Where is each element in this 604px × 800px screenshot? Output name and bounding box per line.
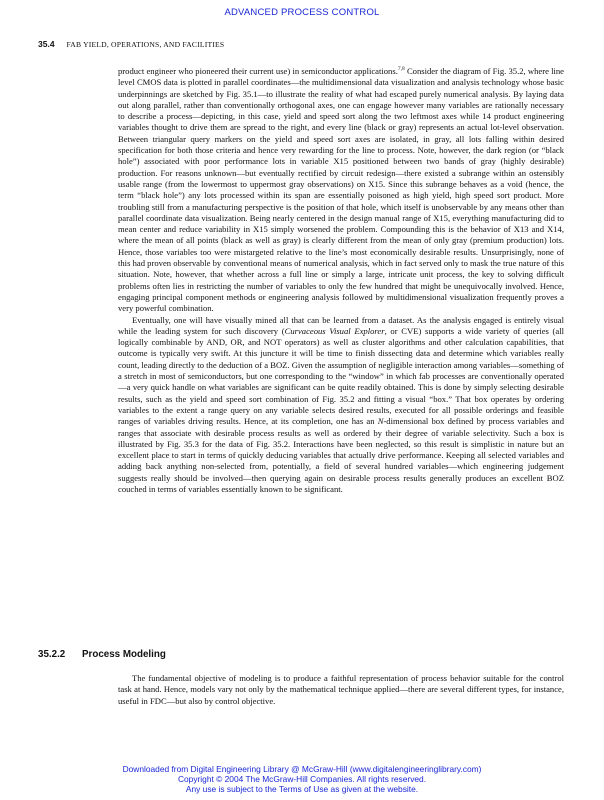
main-body-text	[118, 66, 564, 495]
subsection-title: Process Modeling	[81, 649, 166, 660]
citation-superscript: 7,8	[397, 66, 405, 73]
paragraph-1-lead: product engineer who pioneered their current use) in semiconductor applications.	[118, 66, 398, 76]
footer-terms-line: Any use is subject to the Terms of Use as given at the website.	[185, 784, 419, 794]
paragraph-2-part-3: -dimensional box defined by process variables and ranges that associate with desirable process results as well as ordered by their degree of variable selectivity. Such a box is illustrated by Fig. 35.3 for the data of Fig. 35.2. Interactions have been neglected, so this result is simplistic in nature but an excellent place to start in terms of quickly deducing variables that actually drive performance. Keeping all selected variables and adding back anything non-selected from, potentially, a field of several hundred variables—which engineering judgement suggests really should be involved—then querying again on desirable process results generally produces an excellent BOZ couched in terms of variables essentially known to be significant.	[118, 416, 564, 494]
subsection-heading	[38, 649, 566, 660]
paragraph-2	[118, 315, 564, 496]
paragraph-1-body: Consider the diagram of Fig. 35.2, where line level CMOS data is plotted in parallel coordinates—the multidimensional data visualization and analysis technology whose basic underpinnings are sketched by Fig. 35.1—to illustrate the reality of what had escaped purely numerical analysis. By laying data out along parallel, rather than conventionally orthogonal axes, one can engage however many variables are rationally necessary to describe a process—depicting, in this case, yield and speed sort along the two leftmost axes while 14 product engineering variables thought to drive them are spread to the right, and every line (black or gray) represents an actual lot-level observation. Between triangular query markers on the yield and speed sort axes are isolated, in gray, all lots falling within desired specification for both those criteria and hence very rewarding for the line to process. Note, however, the dark region (or “black hole”) associated with poor performance lots in variable X15 positioned between two bands of gray (highly desirable) production. For reasons unknown—but eventually rectified by circuit redesign—there existed a subrange within an ostensibly usable range (from the lowermost to uppermost gray observations) on X15. Since this subrange behaves as a void (hence, the term “black hole”) any lots processed within its span are essentially poisoned as high yield, high speed sort product. More troubling still from a manufacturing perspective is the position of that hole, which itself is unobservable by any means other than parallel coordinate data visualization. Being nearly centered in the design manual range of X15, everything manufacturing did to mean center and reduce variability in X15 simply worsened the problem. Compounding this is the behavior of X13 and X14, where the mean of all points (black as well as gray) is clearly different from the mean of only gray (premium production) lots. Hence, those variables too were mistargeted relative to the line’s most economically desirable results. Unsurprisingly, none of this had proven observable by conventional means of numerical analysis, which in fact served only to mask the true nature of this situation. Note, however, that whether across a full line or simply a large, intricate unit process, the key to solving difficult problems often lies in restricting the number of variables to only the few hundred that might be unequivocally involved. Hence, engaging principal component methods or engineering analysis followed by multidimensional visualization frequently proves a very powerful combination.	[118, 66, 564, 314]
paragraph-2-part-1: Eventually, one will have visually mined all that can be learned from a dataset. As the analysis engaged is entirely visual while the leading system for such discovery (	[118, 314, 564, 336]
running-head	[38, 39, 566, 49]
section-number: 35.4	[38, 39, 55, 49]
document-banner: ADVANCED PROCESS CONTROL	[224, 7, 380, 18]
section-title: FAB YIELD, OPERATIONS, AND FACILITIES	[66, 40, 225, 49]
copyright-footer	[0, 764, 604, 794]
paragraph-3: The fundamental objective of modeling is to produce a faithful representation of process behavior suitable for the control task at hand. Hence, models vary not only by the mathematical technique applied—there are several different types, for instance, useful in FDC—but also by control objective.	[118, 673, 564, 706]
paragraph-1	[118, 66, 564, 315]
footer-copyright-line: Copyright © 2004 The McGraw-Hill Companies. All rights reserved.	[177, 774, 427, 784]
paragraph-2-part-2: , or CVE) supports a wide variety of queries (all logically combinable by AND, OR, and NOT operators) as well as cluster algorithms and other calculation capabilities, that outcome is typically very swift. At this juncture it will be time to finish dissecting data and determine which variables really count, leading directly to the deduction of a BOZ. Given the assumption of negligible interaction among variables—something of a stretch in most of semiconductors, but one corresponding to the “window” in which fab processes are conventionally operated—a very quick handle on what variables are significant can be quite readily obtained. This is done by simply selecting desirable results, such as the yield and speed sort combination of Fig. 35.2 and fitting a visual “box.” That box operates by ordering variables to the extent a range query on any variable selects desired results, executed for all possible orderings and feasible ranges of variables driving results. Hence, at its completion, one has an	[118, 325, 565, 427]
subsection-number: 35.2.2	[38, 649, 66, 660]
subsection-body-text	[118, 673, 564, 707]
n-dimensional-variable: N	[377, 416, 384, 427]
footer-download-line: Downloaded from Digital Engineering Library @ McGraw-Hill (www.digitalengineeringlibrary.com)	[122, 764, 482, 774]
cve-product-name: Curvaceous Visual Explorer	[284, 325, 385, 336]
